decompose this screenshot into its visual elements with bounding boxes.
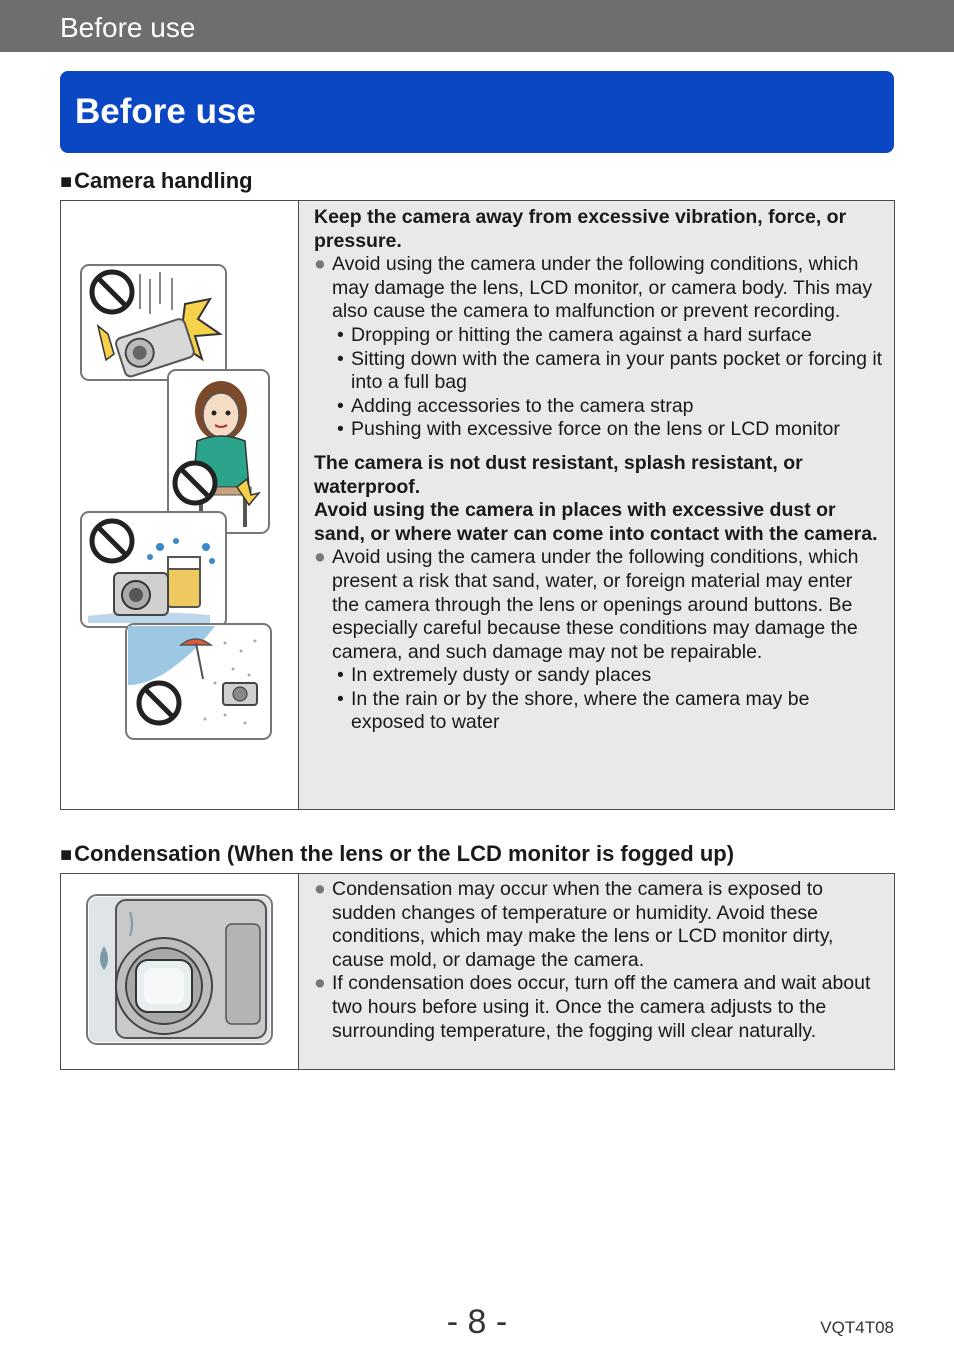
camera-handling-heading-text: Camera handling bbox=[74, 168, 253, 193]
dust-bullet bbox=[314, 546, 884, 664]
camera-handling-box bbox=[60, 200, 895, 810]
condensation-text bbox=[314, 878, 884, 1043]
condensation-bullet-1: ● Condensation may occur when the camera is exposed to sudden changes of temperature or humidity. Avoid these conditions, which may make the lens or LCD monitor dirty, cause mold, or damage the camera. bbox=[314, 878, 834, 971]
list-item: • Sitting down with the camera in your pants pocket or forcing it into a full bag bbox=[337, 347, 883, 394]
dropping-camera-prohibited-illustration bbox=[80, 264, 228, 382]
bullet-dot-icon: ● bbox=[314, 546, 326, 569]
bullet-dot-icon: ● bbox=[314, 972, 326, 995]
list-item: • Pushing with excessive force on the lens or LCD monitor bbox=[337, 418, 840, 441]
water-splash-prohibited-illustration bbox=[80, 511, 228, 629]
page-title: Before use bbox=[75, 92, 256, 131]
dust-bullet-text: Avoid using the camera under the following conditions, which present a risk that sand, water, or foreign material may enter the camera through the lens or openings around buttons. Be especially careful because these conditions may damage the camera, and such damage may not be repairable. bbox=[332, 546, 859, 663]
dust-warning-subtitle: Avoid using the camera in places with excessive dust or sand, or where water can come into contact with the camera. bbox=[314, 499, 878, 545]
title-banner bbox=[60, 71, 894, 153]
condensation-heading bbox=[60, 841, 734, 868]
vibration-bullet-text: Avoid using the camera under the following conditions, which may damage the lens, LCD monitor, or camera body. This may also cause the camera to malfunction or prevent recording. bbox=[332, 253, 873, 323]
fogged-lens-camera-illustration bbox=[86, 894, 274, 1046]
dust-warning-title: The camera is not dust resistant, splash resistant, or waterproof. bbox=[314, 451, 803, 498]
condensation-box bbox=[60, 873, 895, 1070]
camera-handling-text-panel bbox=[299, 201, 894, 809]
list-item: • Dropping or hitting the camera against a hard surface bbox=[337, 323, 812, 346]
camera-handling-heading bbox=[60, 168, 253, 195]
document-code: VQT4T08 bbox=[820, 1318, 894, 1337]
condensation-illustration-cell bbox=[61, 874, 299, 1069]
square-bullet-icon: ■ bbox=[60, 844, 73, 866]
condensation-text-panel bbox=[299, 874, 894, 1069]
page-number: - 8 - bbox=[446, 1303, 508, 1341]
header-section-label: Before use bbox=[60, 12, 196, 43]
condensation-bullet-2: ● If condensation does occur, turn off the camera and wait about two hours before using it. Once the camera adjusts to the surrounding temperature, the fogging will clear naturally. bbox=[314, 972, 871, 1042]
bullet-dot-icon: ● bbox=[314, 878, 326, 900]
vibration-warning-title: Keep the camera away from excessive vibration, force, or pressure. bbox=[314, 206, 847, 252]
vibration-bullet bbox=[314, 253, 884, 324]
list-item: • Adding accessories to the camera strap bbox=[337, 394, 694, 417]
top-header-bar bbox=[0, 0, 954, 52]
square-bullet-icon: ■ bbox=[60, 171, 73, 193]
bullet-dot-icon: ● bbox=[314, 253, 326, 276]
beach-sand-prohibited-illustration bbox=[125, 623, 273, 741]
camera-handling-illustrations bbox=[61, 201, 299, 809]
list-item: • In extremely dusty or sandy places bbox=[337, 664, 652, 687]
list-item: • In the rain or by the shore, where the camera may be exposed to water bbox=[337, 687, 810, 734]
camera-handling-text bbox=[314, 206, 884, 735]
condensation-heading-text: Condensation (When the lens or the LCD monitor is fogged up) bbox=[74, 841, 735, 866]
